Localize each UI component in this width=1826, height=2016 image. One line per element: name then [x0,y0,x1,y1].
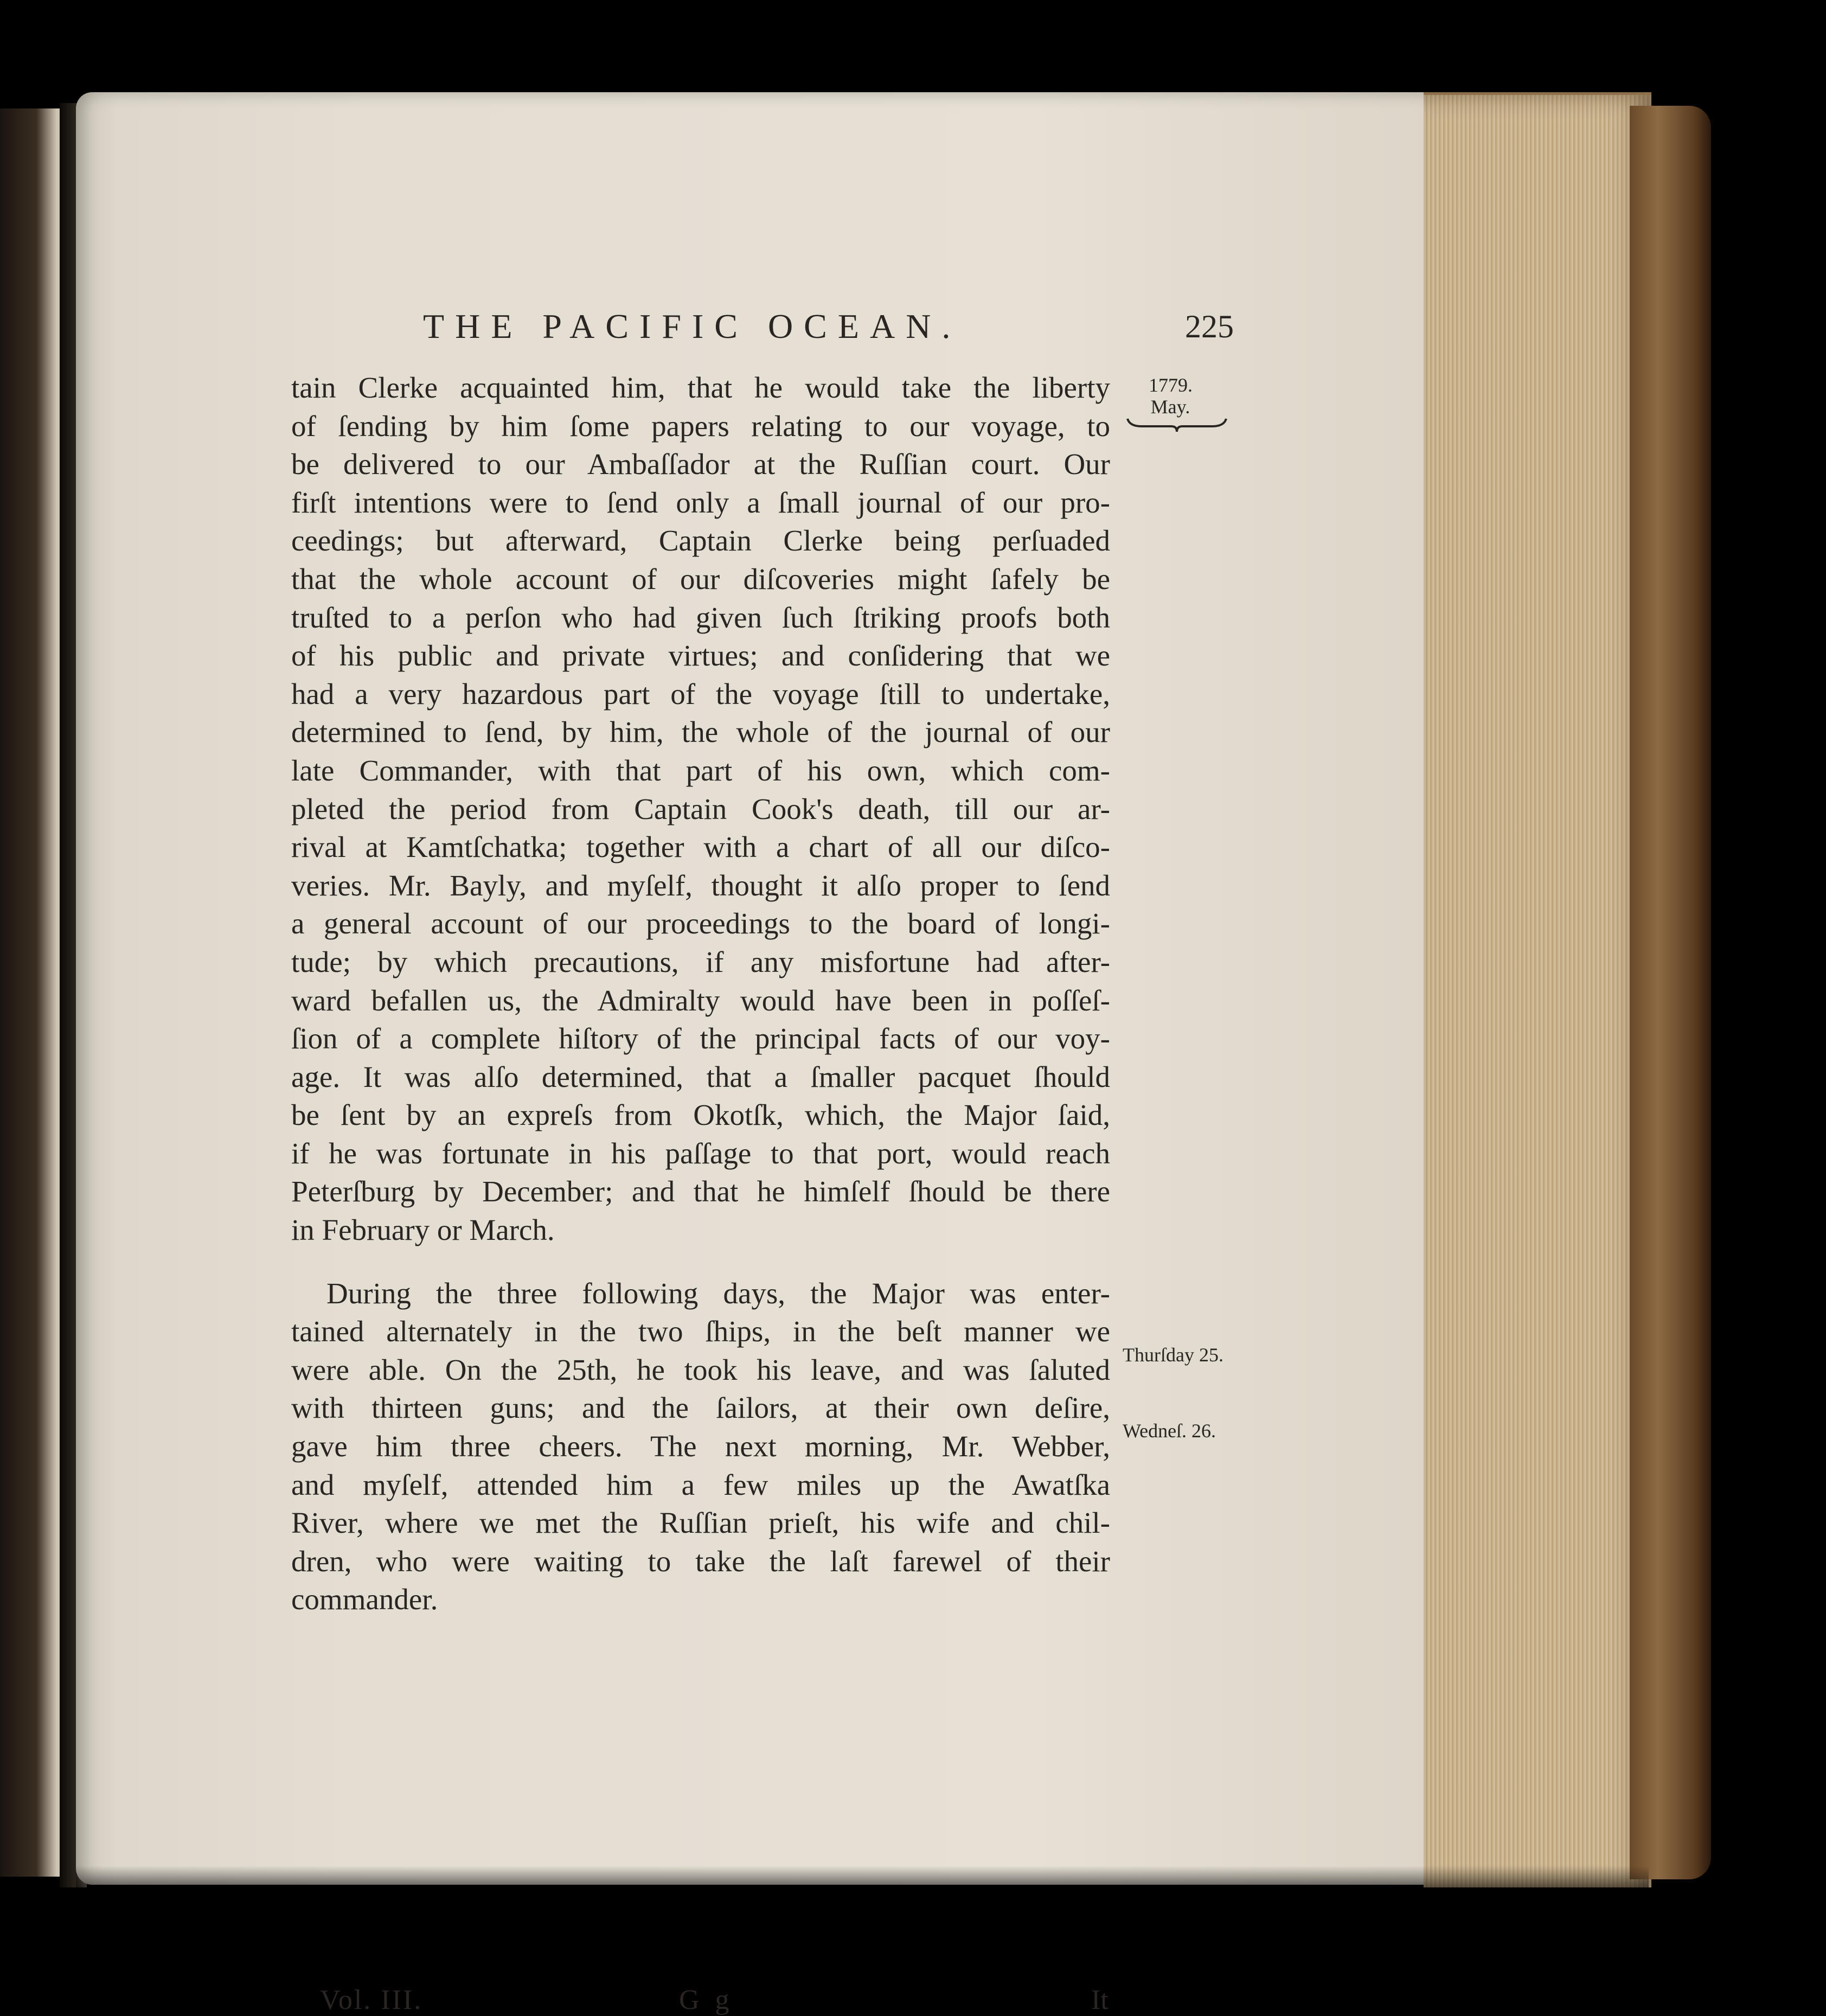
body-text [291,369,1110,1619]
signature-mark: G g [679,1985,734,2015]
text-line: late Commander, with that part of his own, which com- [291,753,1110,787]
text-line: had a very hazardous part of the voyage ſtill to undertake, [291,677,1110,711]
text-line: in February or March. [291,1213,555,1247]
page-bottom-shadow [76,1866,1649,1887]
paragraph-1 [291,369,1110,1250]
text-line: firſt intentions were to ſend only a ſmall journal of our pro- [291,485,1110,519]
catchword: It [1091,1985,1109,2015]
page-number: 225 [1185,309,1234,344]
signature-volume: Vol. III. [320,1985,423,2015]
text-line: veries. Mr. Bayly, and myſelf, thought it alſo proper to ſend [291,868,1110,902]
text-line: River, where we met the Ruſſian prieſt, his wife and chil- [291,1506,1110,1540]
text-line: with thirteen guns; and the ſailors, at their own deſire, [291,1391,1110,1425]
text-line: pleted the period from Captain Cook's death, till our ar- [291,792,1110,825]
text-line: commander. [291,1583,438,1616]
text-line: determined to ſend, by him, the whole of the journal of our [291,715,1110,749]
text-line: ſion of a complete hiſtory of the principal facts of our voy- [291,1022,1110,1055]
paragraph-gap [291,1250,1110,1275]
margin-note-thursday: Thurſday 25. [1123,1344,1223,1366]
text-line: be ſent by an expreſs from Okotſk, which, the Major ſaid, [291,1098,1110,1132]
text-line: that the whole account of our diſcoveries might ſafely be [291,562,1110,596]
text-line: age. It was alſo determined, that a ſmaller pacquet ſhould [291,1060,1110,1093]
text-line: Peterſburg by December; and that he himſelf ſhould be there [291,1175,1110,1208]
text-line: dren, who were waiting to take the laſt farewel of their [291,1544,1110,1578]
book-cover-edge [1630,106,1711,1879]
text-line: tude; by which precautions, if any misfortune had after- [291,945,1110,978]
margin-note-date [1149,374,1192,418]
text-line: a general account of our proceedings to the board of longi- [291,907,1110,940]
text-line: truſted to a perſon who had given ſuch ſtriking proofs both [291,600,1110,634]
margin-note-month: May. [1150,396,1190,418]
text-line: be delivered to our Ambaſſador at the Ruſſian court. Our [291,447,1110,481]
running-header-title: THE PACIFIC OCEAN. [423,307,962,345]
paragraph-2 [291,1275,1110,1619]
text-line: ward befallen us, the Admiralty would have been in poſſeſ- [291,983,1110,1017]
margin-note-wednesday: Wedneſ. 26. [1123,1420,1216,1442]
text-line: rival at Kamtſchatka; together with a chart of all our diſco- [291,830,1110,864]
text-line: if he was fortunate in his paſſage to that port, would reach [291,1136,1110,1170]
page-block-fore-edge [1424,95,1651,1887]
text-line: gave him three cheers. The next morning, Mr. Webber, [291,1430,1110,1463]
margin-note-year: 1779. [1149,374,1193,396]
text-line: ceedings; but afterward, Captain Clerke being perſuaded [291,524,1110,558]
text-line: of his public and private virtues; and conſidering that we [291,639,1110,673]
text-line: were able. On the 25th, he took his leave, and was ſaluted [291,1353,1110,1386]
text-line: tained alternately in the two ſhips, in the beſt manner we [291,1315,1110,1348]
text-line: tain Clerke acquainted him, that he would take the liberty [291,371,1110,404]
text-line: and myſelf, attended him a few miles up the Awatſka [291,1468,1110,1501]
text-line: During the three following days, the Major was enter- [326,1276,1110,1310]
brace-icon [1125,417,1228,433]
text-line: of ſending by him ſome papers relating to our voyage, to [291,409,1110,443]
